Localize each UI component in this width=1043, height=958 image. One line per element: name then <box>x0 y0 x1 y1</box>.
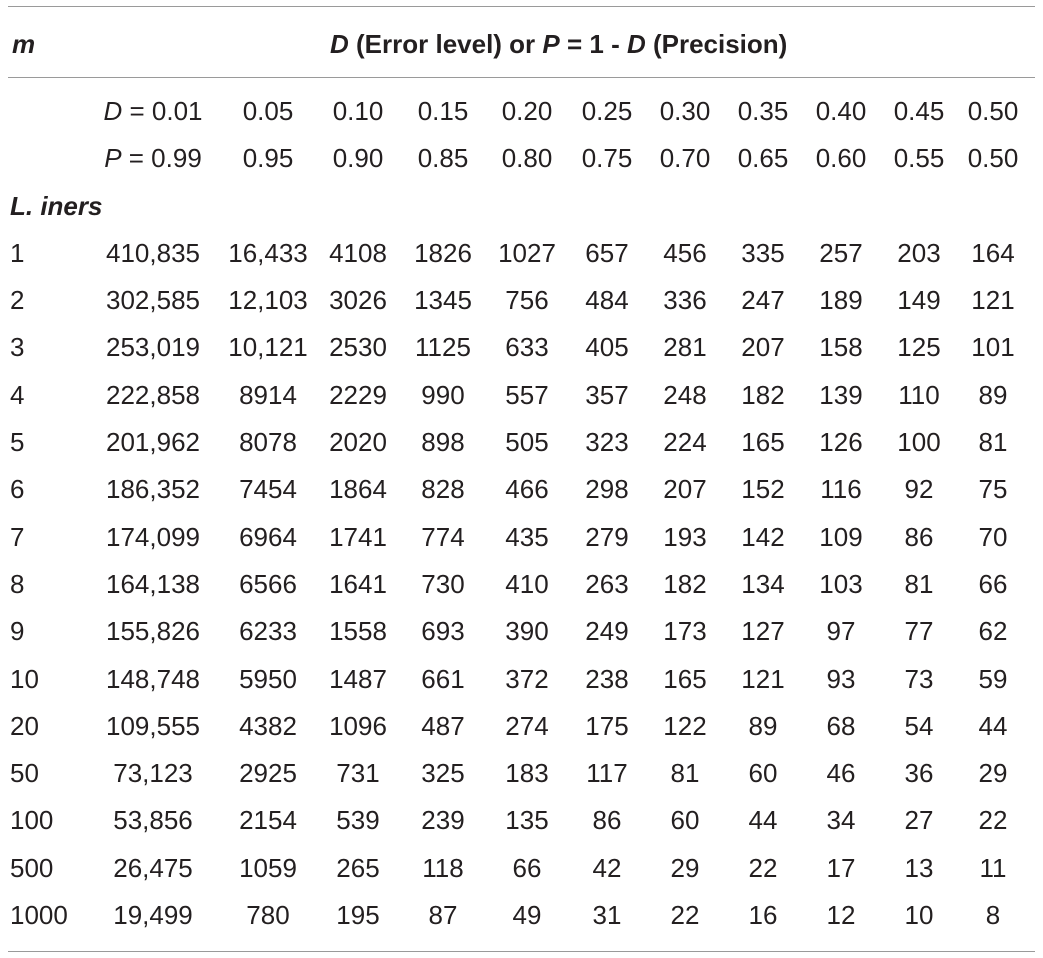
table-cell: 73 <box>904 663 934 694</box>
table-cell: 46 <box>826 758 856 789</box>
table-cell: 1864 <box>329 474 387 505</box>
table-cell: 139 <box>819 379 863 410</box>
table-row <box>0 419 1028 466</box>
row-m-value: 2 <box>10 285 25 316</box>
table-cell: 298 <box>585 474 629 505</box>
table-cell: 13 <box>904 852 934 883</box>
table-cell: 774 <box>421 521 465 552</box>
table-cell: 207 <box>663 474 707 505</box>
table-cell: 77 <box>904 616 934 647</box>
bottom-rule <box>8 951 1035 952</box>
table-cell <box>0 135 86 182</box>
table-cell: 0.75 <box>581 143 633 174</box>
table-cell: 0.60 <box>815 143 867 174</box>
table-row <box>0 750 1028 797</box>
table-cell: 1558 <box>329 616 387 647</box>
table-cell: 155,826 <box>106 616 200 647</box>
table-cell: 19,499 <box>113 900 193 931</box>
table-cell: 125 <box>897 332 941 363</box>
table-cell: 87 <box>428 900 458 931</box>
table-cell: 121 <box>971 285 1015 316</box>
table-cell: 0.85 <box>417 143 469 174</box>
header-eq-text: = 1 - <box>559 29 627 59</box>
row-m-value: 20 <box>10 710 39 741</box>
table-cell: 405 <box>585 332 629 363</box>
row-m-value: 4 <box>10 379 25 410</box>
row-m-value: 50 <box>10 758 39 789</box>
table-cell: 59 <box>978 663 1008 694</box>
row-m-value: 10 <box>10 663 39 694</box>
table-cell: 122 <box>663 710 707 741</box>
table-cell: 97 <box>826 616 856 647</box>
row-m-value: 5 <box>10 427 25 458</box>
row-m-value: 1000 <box>10 900 68 931</box>
table-cell: 1741 <box>329 521 387 552</box>
table-cell: 325 <box>421 758 465 789</box>
table-cell: 207 <box>741 332 785 363</box>
table-row <box>0 561 1028 608</box>
table-cell: 158 <box>819 332 863 363</box>
table-cell: 456 <box>663 237 707 268</box>
table-cell: 189 <box>819 285 863 316</box>
table-cell: 17 <box>826 852 856 883</box>
p-first-cell <box>86 135 220 182</box>
table-cell: 0.90 <box>332 143 384 174</box>
table-cell: 693 <box>421 616 465 647</box>
table-cell: 0.20 <box>501 96 553 126</box>
table-cell: 0.50 <box>967 96 1019 126</box>
table-cell: 27 <box>904 805 934 836</box>
table-cell: 2154 <box>239 805 297 836</box>
table-cell: 42 <box>592 852 622 883</box>
table-cell: 173 <box>663 616 707 647</box>
table-cell: 81 <box>670 758 700 789</box>
table-cell: 22 <box>748 852 778 883</box>
table-cell: 182 <box>741 379 785 410</box>
table-cell: 73,123 <box>113 758 193 789</box>
table-cell: 372 <box>505 663 549 694</box>
table-cell: 557 <box>505 379 549 410</box>
table-cell: 31 <box>592 900 622 931</box>
table-row <box>0 514 1028 561</box>
row-m-value: 3 <box>10 332 25 363</box>
table-cell: 68 <box>826 710 856 741</box>
section-label: L. iners <box>10 190 103 221</box>
table-cell: 4382 <box>239 710 297 741</box>
table-cell: 12 <box>826 900 856 931</box>
table-cell: 109,555 <box>106 710 200 741</box>
table-cell: 195 <box>336 900 380 931</box>
table-cell: 6233 <box>239 616 297 647</box>
table-cell: 186,352 <box>106 474 200 505</box>
table-cell: 34 <box>826 805 856 836</box>
table-cell: 75 <box>978 474 1008 505</box>
column-header-m: m <box>12 29 36 59</box>
table-cell: 1096 <box>329 710 387 741</box>
table-cell: 66 <box>512 852 542 883</box>
table-cell: 29 <box>670 852 700 883</box>
p-first-value: = 0.99 <box>121 143 202 174</box>
table-cell: 302,585 <box>106 285 200 316</box>
table-cell: 165 <box>741 427 785 458</box>
table-cell: 86 <box>904 521 934 552</box>
table-cell: 152 <box>741 474 785 505</box>
table-cell: 257 <box>819 237 863 268</box>
p-symbol: P <box>104 143 122 174</box>
table-row <box>0 656 1028 703</box>
table-cell: 274 <box>505 710 549 741</box>
table-row <box>0 372 1028 419</box>
table-cell: 0.10 <box>332 96 384 126</box>
table-row <box>0 277 1028 324</box>
table-cell: 0.70 <box>659 143 711 174</box>
table-cell: 2925 <box>239 758 297 789</box>
table-row <box>0 892 1028 939</box>
table-cell: 10,121 <box>228 332 308 363</box>
table-cell: 142 <box>741 521 785 552</box>
table-cell: 633 <box>505 332 549 363</box>
table-cell: 44 <box>978 710 1008 741</box>
table-cell: 539 <box>336 805 380 836</box>
table-cell: 0.25 <box>581 96 633 126</box>
table-cell: 93 <box>826 663 856 694</box>
table-cell: 148,748 <box>106 663 200 694</box>
table-cell: 16 <box>748 900 778 931</box>
table-cell: 6566 <box>239 568 297 599</box>
table-cell: 89 <box>748 710 778 741</box>
table-cell: 4108 <box>329 237 387 268</box>
table-cell: 70 <box>978 521 1008 552</box>
table-cell: 134 <box>741 568 785 599</box>
table-cell: 29 <box>978 758 1008 789</box>
table-cell: 0.35 <box>737 96 789 126</box>
table-cell: 193 <box>663 521 707 552</box>
row-m-value: 1 <box>10 237 25 268</box>
table-cell: 466 <box>505 474 549 505</box>
header-error-text: (Error level) or <box>348 29 543 59</box>
table-cell: 898 <box>421 427 465 458</box>
table-cell: 26,475 <box>113 852 193 883</box>
table-cell: 60 <box>748 758 778 789</box>
table-cell: 1641 <box>329 568 387 599</box>
table-cell: 0.30 <box>659 96 711 126</box>
table-cell: 238 <box>585 663 629 694</box>
table-cell: 1487 <box>329 663 387 694</box>
table-cell: 127 <box>741 616 785 647</box>
table-cell: 1125 <box>415 332 471 363</box>
table-cell: 247 <box>741 285 785 316</box>
top-rule <box>8 6 1035 7</box>
table-cell: 357 <box>585 379 629 410</box>
table-cell: 44 <box>748 805 778 836</box>
table-cell: 16,433 <box>228 237 308 268</box>
table-cell: 183 <box>505 758 549 789</box>
table-cell: 487 <box>421 710 465 741</box>
table-cell: 201,962 <box>106 427 200 458</box>
table-cell: 7454 <box>239 474 297 505</box>
header-precision-text: (Precision) <box>645 29 788 59</box>
table-cell: 22 <box>978 805 1008 836</box>
row-m-value: 500 <box>10 852 54 883</box>
table-cell: 780 <box>246 900 290 931</box>
table-cell: 164,138 <box>106 568 200 599</box>
table-row <box>0 703 1028 750</box>
header-rule <box>8 77 1035 78</box>
table-cell: 390 <box>505 616 549 647</box>
table-cell: 110 <box>898 379 940 410</box>
table-cell: 62 <box>978 616 1008 647</box>
table-cell: 81 <box>978 427 1008 458</box>
table-cell: 10 <box>904 900 934 931</box>
table-cell: 410 <box>505 568 549 599</box>
table-cell: 109 <box>819 521 863 552</box>
table-cell: 249 <box>585 616 629 647</box>
table-cell: 12,103 <box>228 285 308 316</box>
table-cell: 1345 <box>414 285 472 316</box>
d-level-row <box>0 88 1028 135</box>
table-cell: 661 <box>421 663 465 694</box>
table-cell: 11 <box>979 852 1007 883</box>
table-cell: 263 <box>585 568 629 599</box>
table-cell: 89 <box>978 379 1008 410</box>
table-cell: 731 <box>336 758 380 789</box>
table-cell: 101 <box>971 332 1015 363</box>
table-cell: 336 <box>663 285 707 316</box>
table-cell: 279 <box>585 521 629 552</box>
table-cell: 66 <box>978 568 1008 599</box>
table-row <box>0 466 1028 513</box>
table-cell: 730 <box>421 568 465 599</box>
table-cell: 86 <box>592 805 622 836</box>
table-cell: 2229 <box>329 379 387 410</box>
table-row <box>0 797 1028 844</box>
d-symbol: D <box>103 96 123 126</box>
table-cell: 756 <box>505 285 549 316</box>
table-cell: 0.50 <box>967 143 1019 174</box>
table-cell: 657 <box>585 237 629 268</box>
row-m-value: 8 <box>10 568 25 599</box>
table-cell: 2020 <box>329 427 387 458</box>
table-cell: 0.95 <box>242 143 294 174</box>
table-cell: 335 <box>741 237 785 268</box>
table-cell: 149 <box>897 285 941 316</box>
table-cell: 1059 <box>239 852 297 883</box>
table-cell: 990 <box>421 379 465 410</box>
table-cell: 248 <box>663 379 707 410</box>
table-cell: 1826 <box>414 237 472 268</box>
table-row <box>0 324 1028 371</box>
header-d-symbol: D <box>330 29 349 59</box>
table-cell: 60 <box>670 805 700 836</box>
table-cell: 0.55 <box>893 143 945 174</box>
table-cell: 203 <box>897 237 941 268</box>
table-cell: 281 <box>663 332 707 363</box>
table-cell: 126 <box>819 427 863 458</box>
d-first-cell <box>86 88 220 135</box>
table-cell: 239 <box>421 805 465 836</box>
table-cell: 36 <box>904 758 934 789</box>
header-d-symbol-2: D <box>626 29 646 59</box>
table-cell: 505 <box>505 427 549 458</box>
table-cell: 1027 <box>498 237 556 268</box>
table-cell: 100 <box>897 427 941 458</box>
table-cell: 0.05 <box>242 96 294 126</box>
table-row <box>0 845 1028 892</box>
table-cell: 8 <box>985 900 1001 931</box>
table-cell: 8914 <box>239 379 297 410</box>
table-cell: 135 <box>505 805 549 836</box>
table-cell: 2530 <box>329 332 387 363</box>
header-p-symbol: P <box>542 29 560 59</box>
table-body <box>0 88 1028 939</box>
table-row <box>0 608 1028 655</box>
table-cell: 6964 <box>239 521 297 552</box>
table-cell: 3026 <box>329 285 387 316</box>
table-cell: 323 <box>585 427 629 458</box>
table-cell: 81 <box>904 568 934 599</box>
column-header-error-precision <box>330 29 787 60</box>
table-cell: 0.15 <box>417 96 469 126</box>
table-cell: 0.80 <box>501 143 553 174</box>
row-m-value: 7 <box>10 521 25 552</box>
table-cell: 54 <box>904 710 934 741</box>
table-cell: 164 <box>971 237 1015 268</box>
table-cell: 222,858 <box>106 379 200 410</box>
table-row <box>0 230 1028 277</box>
table-cell: 0.65 <box>737 143 789 174</box>
table-cell: 224 <box>663 427 707 458</box>
table-cell: 92 <box>904 474 934 505</box>
table-cell: 0.45 <box>893 96 945 126</box>
d-first-value: = 0.01 <box>122 96 203 126</box>
table-cell: 410,835 <box>106 237 200 268</box>
table-cell: 121 <box>741 663 785 694</box>
table-cell: 828 <box>421 474 465 505</box>
table-cell: 117 <box>586 758 628 789</box>
row-m-value: 100 <box>10 805 54 836</box>
table-cell: 182 <box>663 568 707 599</box>
table-cell: 265 <box>336 852 380 883</box>
table-cell: 174,099 <box>106 521 200 552</box>
row-m-value: 6 <box>10 474 25 505</box>
table-cell <box>0 88 86 135</box>
row-m-value: 9 <box>10 616 25 647</box>
table-cell: 175 <box>585 710 629 741</box>
table-cell: 118 <box>422 852 464 883</box>
section-row <box>0 183 1028 230</box>
table-cell: 22 <box>670 900 700 931</box>
table-cell: 49 <box>512 900 542 931</box>
table-cell: 165 <box>663 663 707 694</box>
table-cell: 116 <box>820 474 862 505</box>
table-cell: 103 <box>819 568 863 599</box>
p-level-row <box>0 135 1028 182</box>
table-cell: 484 <box>585 285 629 316</box>
table-cell: 53,856 <box>113 805 193 836</box>
table-cell: 5950 <box>239 663 297 694</box>
table-cell: 435 <box>505 521 549 552</box>
table-cell: 253,019 <box>106 332 200 363</box>
table-cell: 0.40 <box>815 96 867 126</box>
data-table <box>0 88 1028 939</box>
table-cell: 8078 <box>239 427 297 458</box>
